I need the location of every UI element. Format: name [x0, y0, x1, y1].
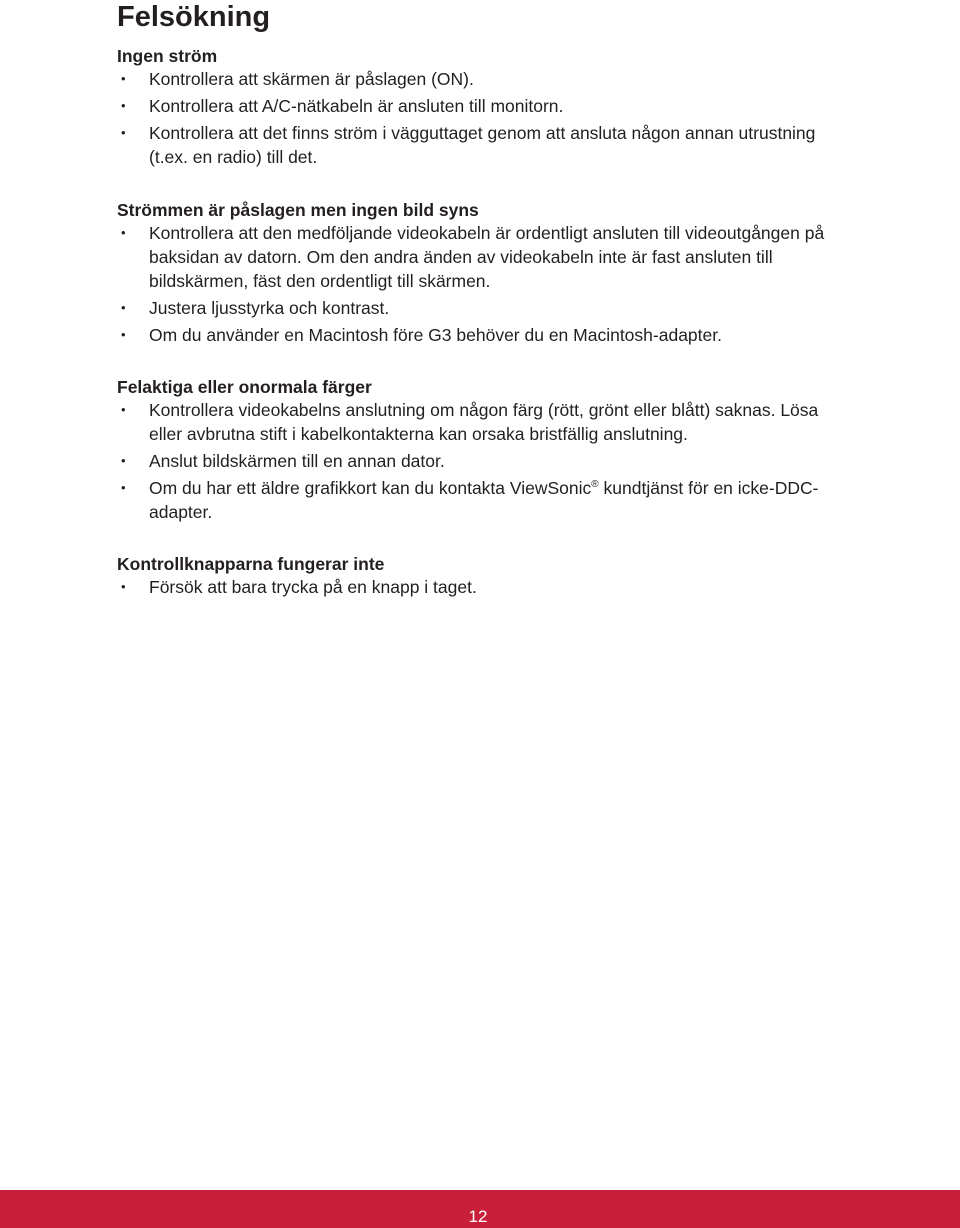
- section-ingen-strom: [117, 45, 847, 172]
- bullet-icon: •: [121, 453, 126, 468]
- page-number: 12: [468, 1207, 488, 1226]
- bullet-icon: •: [121, 402, 126, 417]
- list-item: [117, 94, 847, 118]
- list-item-text: [149, 478, 818, 522]
- list-item: [117, 476, 847, 524]
- list-item: [117, 323, 847, 347]
- registered-mark: ®: [591, 479, 599, 491]
- bullet-icon: •: [121, 579, 126, 594]
- list-item-text: Anslut bildskärmen till en annan dator.: [149, 451, 445, 471]
- list-item-text: Kontrollera att det finns ström i vägguttaget genom att ansluta någon annan utrustning (t.ex. en radio) till det.: [149, 123, 816, 167]
- bullet-icon: •: [121, 480, 126, 495]
- list-item-text: Om du använder en Macintosh före G3 behöver du en Macintosh-adapter.: [149, 325, 722, 345]
- bullet-icon: •: [121, 327, 126, 342]
- list-item: [117, 67, 847, 91]
- list-item-text-start: Om du har ett äldre grafikkort kan du kontakta ViewSonic: [149, 478, 592, 498]
- section-kontrollknappar: [117, 553, 847, 602]
- bullet-icon: •: [121, 225, 126, 240]
- bullet-list: [117, 398, 847, 524]
- bullet-icon: •: [121, 71, 126, 86]
- bullet-icon: •: [121, 98, 126, 113]
- page-title: Felsökning: [117, 1, 271, 33]
- bullet-list: [117, 67, 847, 169]
- list-item: [117, 121, 847, 169]
- list-item-text-end: kundtjänst för en icke-DDC-adapter.: [149, 478, 819, 522]
- list-item: [117, 575, 847, 599]
- bullet-icon: •: [121, 300, 126, 315]
- section-heading: Strömmen är påslagen men ingen bild syns: [117, 200, 479, 220]
- section-felaktiga-farger: [117, 376, 847, 527]
- list-item-text: Kontrollera videokabelns anslutning om någon färg (rött, grönt eller blått) saknas. Lösa eller avbrutna stift i kabelkontakterna kan orsaka bristfällig anslutning.: [149, 400, 819, 444]
- list-item: [117, 221, 847, 293]
- section-heading: Felaktiga eller onormala färger: [117, 377, 372, 397]
- list-item-text: Kontrollera att den medföljande videokabeln är ordentligt ansluten till videoutgången på baksidan av datorn. Om den andra änden av videokabeln inte är fast ansluten till bildskärmen, fäst den ordentligt till skärmen.: [149, 223, 825, 291]
- bullet-icon: •: [121, 125, 126, 140]
- bullet-list: [117, 221, 847, 347]
- section-ingen-bild: [117, 199, 847, 350]
- list-item-text: Kontrollera att A/C-nätkabeln är ansluten till monitorn.: [149, 96, 564, 116]
- list-item-text: Justera ljusstyrka och kontrast.: [149, 298, 390, 318]
- section-heading: Ingen ström: [117, 46, 218, 66]
- bullet-list: [117, 575, 847, 599]
- list-item-text: Försök att bara trycka på en knapp i taget.: [149, 577, 477, 597]
- list-item-text: Kontrollera att skärmen är påslagen (ON).: [149, 69, 474, 89]
- list-item: [117, 296, 847, 320]
- section-heading: Kontrollknapparna fungerar inte: [117, 554, 385, 574]
- list-item: [117, 449, 847, 473]
- list-item: [117, 398, 847, 446]
